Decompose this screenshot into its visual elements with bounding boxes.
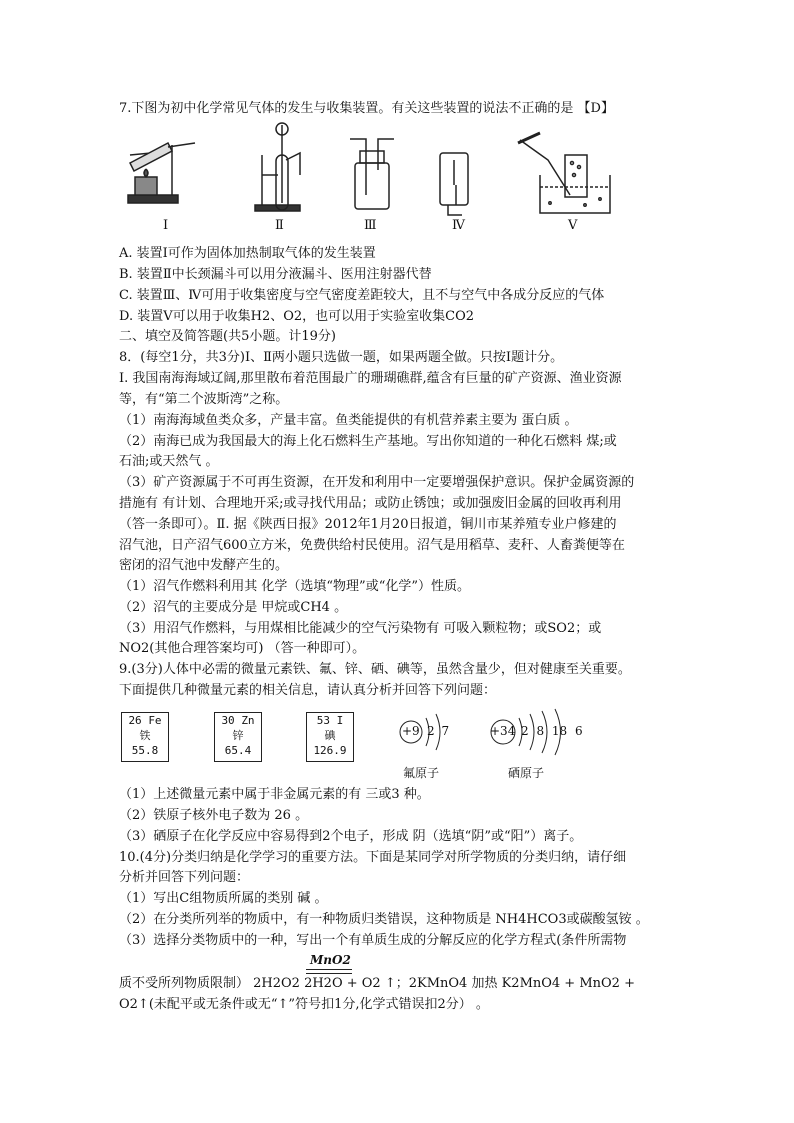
- fluorine-label: 氟原子: [403, 766, 440, 780]
- q9-answer: （2）铁原子核外电子数为 26 。: [119, 808, 309, 823]
- q8-line: （1）沼气作燃料利用其 化学（选填“物理”或“化学”）性质。: [119, 579, 470, 594]
- apparatus-2: [255, 123, 300, 211]
- label-1: Ⅰ: [163, 218, 169, 233]
- element-name: 锌: [232, 729, 244, 742]
- q10-line: （3）选择分类物质中的一种，写出一个有单质生成的分解反应的化学方程式(条件所需物: [119, 933, 627, 948]
- q8-line: 密闭的沼气池中发酵产生的。: [119, 558, 289, 573]
- element-name: 碘: [324, 729, 336, 742]
- q7-option-d: D. 装置Ⅴ可以用于收集H2、O2，也可以用于实验室收集CO2: [119, 309, 475, 324]
- q8-line: （1）南海海域鱼类众多，产量丰富。鱼类能提供的有机营养素主要为 蛋白质 。: [119, 413, 578, 428]
- q10-line: （1）写出C组物质所属的类别 碱 。: [119, 891, 328, 906]
- atomic-number: 26: [128, 714, 142, 727]
- atomic-mass: 65.4: [224, 744, 252, 757]
- q9-line: 9.(3分)人体中必需的微量元素铁、氟、锌、硒、碘等，虽然含量少，但对健康至关重要。: [119, 662, 631, 677]
- q10-line: 分析并回答下列问题：: [119, 870, 250, 885]
- q8-line: 措施有 有计划、合理地开采;或寻找代用品；或防止锈蚀；或加强废旧金属的回收再利用: [119, 496, 622, 511]
- q8-line: 石油;或天然气 。: [119, 454, 219, 469]
- element-name: 铁: [139, 729, 151, 742]
- q9-line: 下面提供几种微量元素的相关信息，请认真分析并回答下列问题：: [119, 683, 497, 698]
- q8-line: NO2(其他合理答案均可) （答一种即可）。: [119, 641, 366, 656]
- apparatus-figure: [0, 115, 794, 235]
- q10-equation-line-1: 质不受所列物质限制） 2H2O2 2H2O + O2 ↑；2KMnO4 加热 K2MnO4 + MnO2 +: [119, 976, 635, 991]
- q8-line: （2）南海已成为我国最大的海上化石燃料生产基地。写出你知道的一种化石燃料 煤;或: [119, 434, 617, 449]
- q9-answer: （1）上述微量元素中属于非金属元素的有 三或3 种。: [119, 787, 430, 802]
- fluorine-nucleus: +9: [402, 724, 420, 738]
- element-symbol: Zn: [241, 714, 255, 727]
- q7-option-b: B. 装置Ⅱ中长颈漏斗可以用分液漏斗、医用注射器代替: [119, 267, 432, 282]
- catalyst-label: MnO2: [310, 953, 351, 967]
- section-2-heading: 二、填空及简答题(共5小题。计19分): [119, 329, 336, 344]
- q8-line: 沼气池，日产沼气600立方米，免费供给村民使用。沼气是用稻草、麦秆、人畜粪便等在: [119, 538, 625, 553]
- q8-line: I. 我国南海海域辽阔,那里散布着范围最广的珊瑚礁群,蕴含有巨量的矿产资源、渔业资源: [119, 371, 622, 386]
- selenium-nucleus: +34: [490, 724, 516, 738]
- q8-line: （答一条即可）。Ⅱ. 据《陕西日报》2012年1月20日报道，铜川市某养殖专业户修建的: [119, 517, 617, 532]
- atom-diagrams: [0, 706, 794, 766]
- q7-option-a: A. 装置Ⅰ可作为固体加热制取气体的发生装置: [119, 246, 376, 261]
- q7-option-c: C. 装置Ⅲ、Ⅳ可用于收集密度与空气密度差距较大，且不与空气中各成分反应的气体: [119, 288, 605, 303]
- label-5: Ⅴ: [568, 218, 578, 233]
- atomic-number: 30: [221, 714, 235, 727]
- element-symbol: Fe: [148, 714, 162, 727]
- q10-equation-line-2: O2↑(未配平或无条件或无“↑”符号扣1分,化学式错误扣2分） 。: [119, 997, 489, 1012]
- atomic-mass: 126.9: [313, 744, 347, 757]
- q8-line: （2）沼气的主要成分是 甲烷或CH4 。: [119, 600, 348, 615]
- q9-answer: （3）硒原子在化学反应中容易得到2个电子，形成 阴（选填“阴”或“阳”）离子。: [119, 829, 583, 844]
- fluorine-shells: 2 7: [427, 724, 450, 738]
- q10-line: 10.(4分)分类归纳是化学学习的重要方法。下面是某同学对所学物质的分类归纳，请仔细: [119, 850, 627, 865]
- q8-line: 8．(每空1分，共3分)Ⅰ、Ⅱ两小题只选做一题，如果两题全做。只按Ⅰ题计分。: [119, 350, 564, 365]
- element-symbol: I: [336, 714, 344, 727]
- apparatus-5: [518, 133, 610, 213]
- label-4: Ⅳ: [452, 218, 465, 233]
- q8-line: （3）用沼气作燃料，与用煤相比能减少的空气污染物有 可吸入颗粒物；或SO2；或: [119, 621, 602, 636]
- atomic-mass: 55.8: [131, 744, 159, 757]
- q8-line: 等，有“第二个波斯湾”之称。: [119, 392, 289, 407]
- selenium-shells: 2 8 18 6: [521, 724, 583, 738]
- apparatus-4: [440, 153, 468, 215]
- equation-double-line: [306, 969, 352, 974]
- apparatus-3: [350, 139, 394, 209]
- apparatus-1: [128, 143, 195, 203]
- atomic-number: 53: [316, 714, 330, 727]
- label-2: Ⅱ: [275, 218, 284, 233]
- q8-line: （3）矿产资源属于不可再生资源，在开发和利用中一定要增强保护意识。保护金属资源的: [119, 475, 635, 490]
- q10-line: （2）在分类所列举的物质中，有一种物质归类错误，这种物质是 NH4HCO3或碳酸氢铵 。: [119, 912, 649, 927]
- q7-stem: 7.下图为初中化学常见气体的发生与收集装置。有关这些装置的说法不正确的是 【D】: [119, 101, 614, 116]
- label-3: Ⅲ: [364, 218, 377, 233]
- selenium-label: 硒原子: [508, 766, 545, 780]
